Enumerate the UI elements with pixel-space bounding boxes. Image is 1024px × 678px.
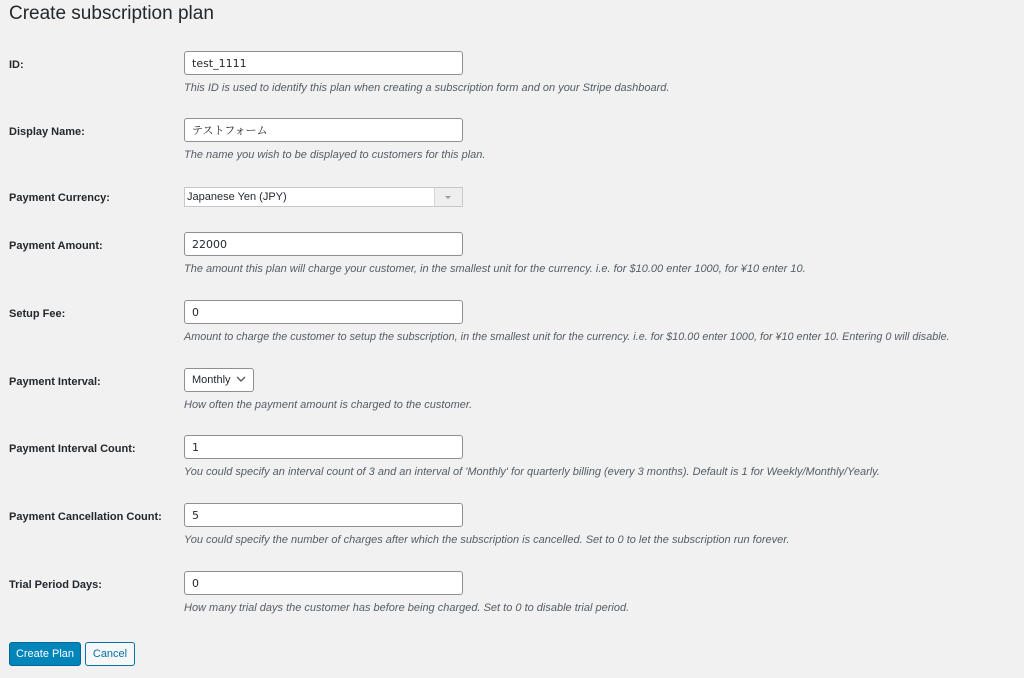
- field-row-payment-interval-count: [0, 435, 1024, 495]
- payment-amount-label: Payment Amount:: [9, 240, 103, 252]
- payment-currency-select[interactable]: [184, 187, 463, 207]
- dropdown-arrow-button[interactable]: [434, 188, 462, 206]
- payment-currency-value: Japanese Yen (JPY): [187, 191, 287, 203]
- field-row-payment-cancellation-count: [0, 503, 1024, 563]
- field-row-payment-interval: [0, 368, 1024, 428]
- display-name-label: Display Name:: [9, 126, 85, 138]
- payment-cancellation-count-description: You could specify the number of charges after which the subscription is cancelled. Set to 0 to let the subscription run forever.: [184, 534, 790, 546]
- chevron-down-icon: [236, 376, 246, 382]
- payment-interval-count-label: Payment Interval Count:: [9, 443, 136, 455]
- payment-interval-select[interactable]: [184, 368, 254, 392]
- payment-interval-count-input[interactable]: [184, 435, 463, 459]
- setup-fee-description: Amount to charge the customer to setup the subscription, in the smallest unit for the currency. i.e. for $10.00 enter 1000, for ¥10 enter 10. Entering 0 will disable.: [184, 331, 950, 343]
- trial-period-days-label: Trial Period Days:: [9, 579, 102, 591]
- payment-interval-description: How often the payment amount is charged to the customer.: [184, 399, 473, 411]
- create-plan-button[interactable]: Create Plan: [9, 642, 81, 666]
- payment-amount-description: The amount this plan will charge your customer, in the smallest unit for the currency. i.e. for $10.00 enter 1000, for ¥10 enter 10.: [184, 263, 806, 275]
- payment-interval-count-description: You could specify an interval count of 3 and an interval of 'Monthly' for quarterly billing (every 3 months). Default is 1 for Weekly/Monthly/Yearly.: [184, 466, 880, 478]
- payment-currency-label: Payment Currency:: [9, 192, 110, 204]
- page-title: Create subscription plan: [9, 3, 214, 24]
- trial-period-days-description: How many trial days the customer has before being charged. Set to 0 to disable trial period.: [184, 602, 630, 614]
- cancel-button[interactable]: Cancel: [85, 642, 135, 666]
- payment-cancellation-count-input[interactable]: [184, 503, 463, 527]
- id-description: This ID is used to identify this plan when creating a subscription form and on your Stripe dashboard.: [184, 82, 670, 94]
- display-name-input[interactable]: [184, 118, 463, 142]
- display-name-description: The name you wish to be displayed to customers for this plan.: [184, 149, 486, 161]
- setup-fee-label: Setup Fee:: [9, 308, 66, 320]
- field-row-id: [0, 51, 1024, 111]
- payment-interval-value: Monthly: [192, 374, 231, 386]
- payment-cancellation-count-label: Payment Cancellation Count:: [9, 511, 162, 523]
- id-label: ID:: [9, 59, 24, 71]
- setup-fee-input[interactable]: [184, 300, 463, 324]
- id-input[interactable]: [184, 51, 463, 75]
- payment-interval-label: Payment Interval:: [9, 376, 101, 388]
- field-row-display-name: [0, 118, 1024, 178]
- payment-amount-input[interactable]: [184, 232, 463, 256]
- field-row-payment-amount: [0, 232, 1024, 292]
- trial-period-days-input[interactable]: [184, 571, 463, 595]
- dropdown-triangle-icon: [445, 196, 451, 199]
- field-row-trial-period-days: [0, 571, 1024, 631]
- field-row-setup-fee: [0, 300, 1024, 360]
